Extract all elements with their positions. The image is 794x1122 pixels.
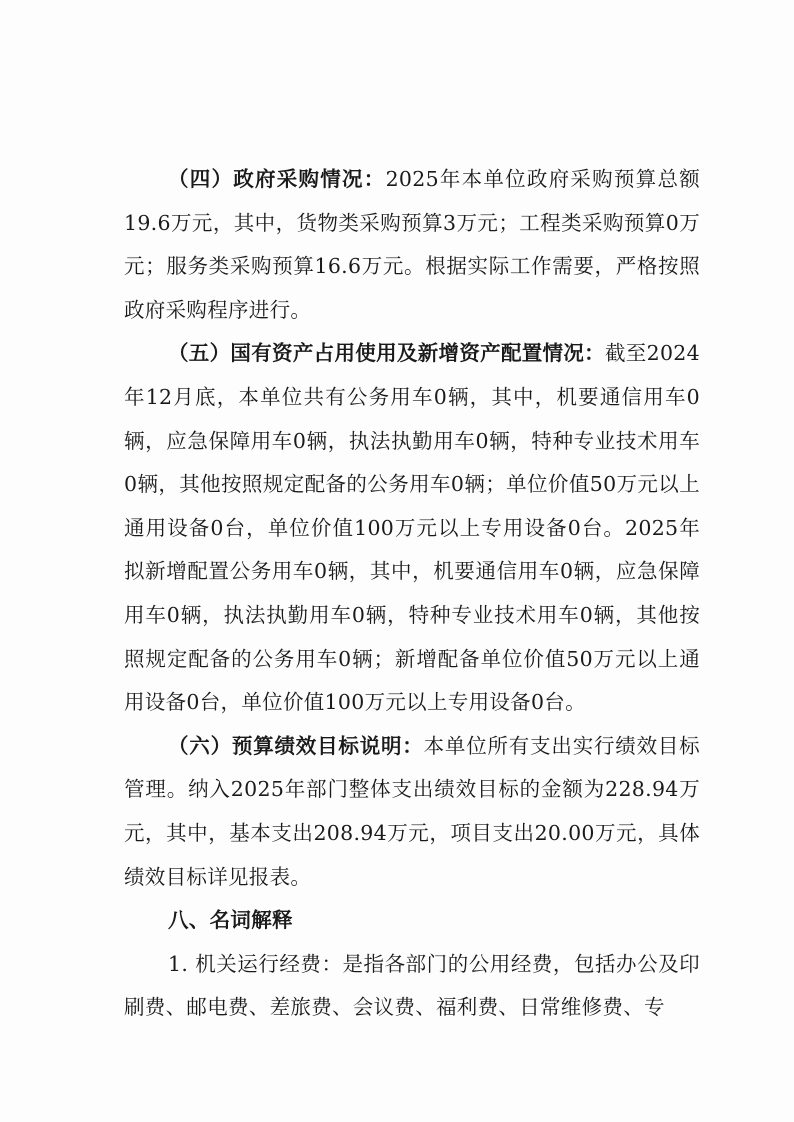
section-procurement-body: 2025年本单位政府采购预算总额19.6万元，其中，货物类采购预算3万元；工程类采购预算0万元；服务类采购预算16.6万元。根据实际工作需要，严格按照政府采购程序进行。 bbox=[124, 167, 700, 322]
section-performance bbox=[124, 725, 700, 899]
section-procurement-title: （四）政府采购情况： bbox=[168, 167, 386, 191]
glossary-item: 1. 机关运行经费：是指各部门的公用经费，包括办公及印刷费、邮电费、差旅费、会议费、福利费、日常维修费、专 bbox=[124, 951, 700, 1020]
section-assets bbox=[124, 332, 700, 724]
section-performance-body: 本单位所有支出实行绩效目标管理。纳入2025年部门整体支出绩效目标的金额为228.94万元，其中，基本支出208.94万元，项目支出20.00万元，具体绩效目标详见报表。 bbox=[124, 733, 700, 889]
section-assets-title: （五）国有资产占用使用及新增资产配置情况： bbox=[168, 341, 605, 366]
document-content bbox=[124, 158, 700, 1030]
section-assets-body: 截至2024年12月底，本单位共有公务用车0辆，其中，机要通信用车0辆，应急保障用车0辆，执法执勤用车0辆，特种专业技术用车0辆，其他按照规定配备的公务用车0辆；单位价值50万元以上通用设备0台，单位价值100万元以上专用设备0台。2025年拟新增配置公务用车0辆，其中，机要通信用车0辆，应急保障用车0辆，执法执勤用车0辆，特种专业技术用车0辆，其他按照规定配备的公务用车0辆；新增配备单位价值50万元以上通用设备0台，单位价值100万元以上专用设备0台。 bbox=[124, 341, 700, 715]
section-procurement bbox=[124, 158, 700, 332]
glossary-heading: 八、名词解释 bbox=[168, 908, 293, 933]
section-performance-title: （六）预算绩效目标说明： bbox=[168, 733, 424, 758]
